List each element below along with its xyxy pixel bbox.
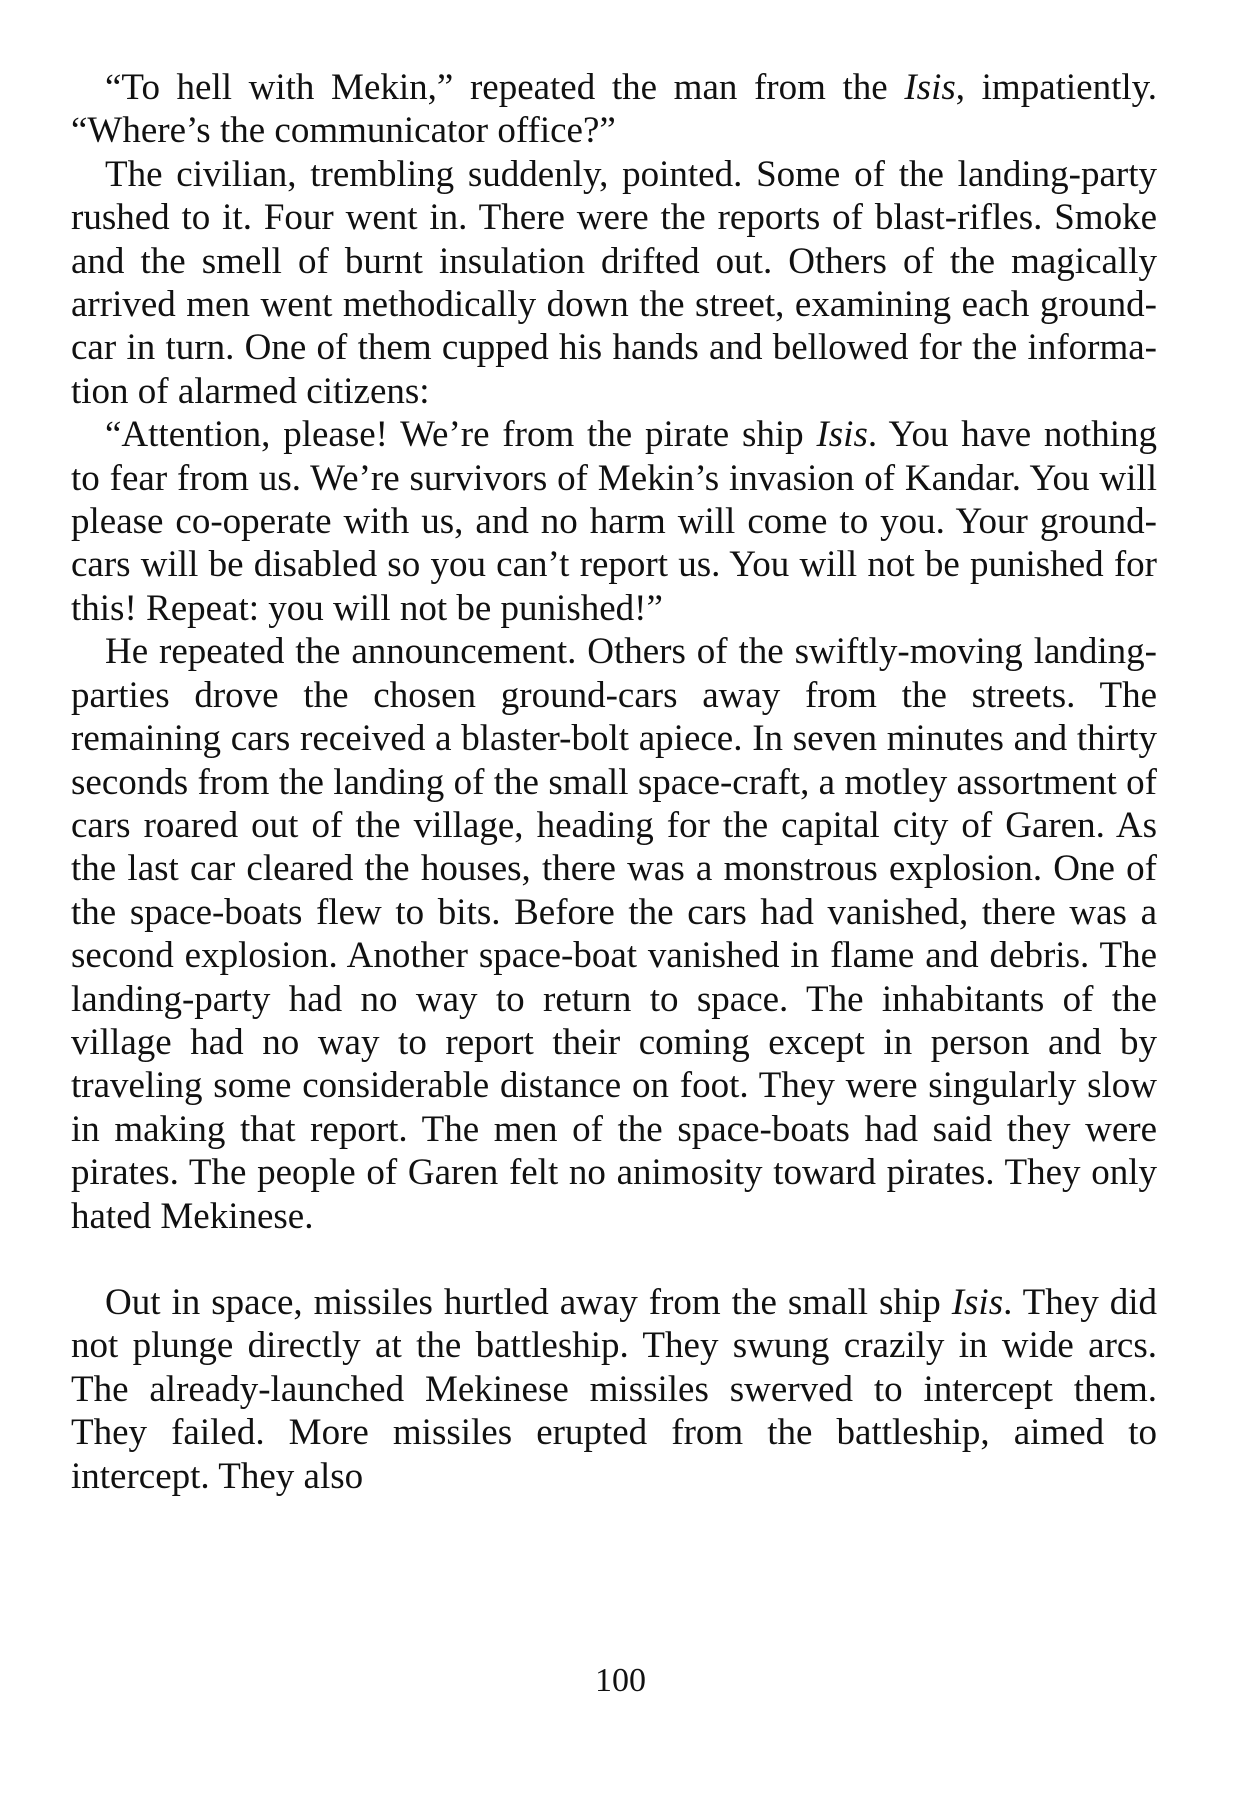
- paragraph-3: [71, 413, 1157, 630]
- page-number: 100: [595, 1662, 646, 1699]
- paragraph-1: [71, 66, 1157, 153]
- paragraph-5: [71, 1281, 1157, 1498]
- text-run: “To hell with Mekin,” repeated the man from the: [105, 67, 905, 108]
- paragraph-4: [71, 630, 1157, 1238]
- italic-ship-name: Isis: [951, 1281, 1004, 1323]
- text-run: , impatiently. “Where’s the communicator office?”: [71, 67, 1158, 152]
- body-text: [71, 66, 1157, 1498]
- italic-ship-name: Isis: [904, 67, 956, 108]
- text-run: “Attention, please! We’re from the pirate ship: [105, 414, 817, 456]
- paragraph-2: [71, 153, 1157, 413]
- text-run: He repeated the announcement. Others of the swiftly-moving landing-parties drove the chosen ground-cars away from the streets. The remaining cars received a blaster-bolt apiece. In seven minutes and thirty seconds from the landing of the small space-craft, a motley assortment of cars roared out of the village, heading for the capital city of Garen. As the last car cleared the houses, there was a monstrous explosion. One of the space-boats flew to bits. Before the cars had vanished, there was a second explosion. Another space-boat vanished in flame and debris. The landing-party had no way to return to space. The inhabitants of the village had no way to report their coming except in person and by traveling some considerable distance on foot. They were singularly slow in making that report. The men of the space-boats had said they were pirates. The people of Garen felt no animosity toward pirates. They only hated Mekinese.: [71, 631, 1157, 1237]
- italic-ship-name: Isis: [816, 414, 868, 456]
- text-run: . You have nothing to fear from us. We’re survivors of Mekin’s invasion of Kandar. You will please co-operate with us, and no harm will come to you. Your ground-cars will be disabled so you can’t report us. You will not be punished for this! Repeat: you will not be punished!”: [71, 414, 1157, 629]
- text-run: Out in space, missiles hurtled away from the small ship: [105, 1281, 952, 1323]
- text-run: The civilian, trembling suddenly, pointed. Some of the landing-party rushed to it. Four went in. There were the reports of blast-rifles. Smoke and the smell of burnt insulation drifted out. Others of the magically arrived men went methodically down the street, examining each ground-car in turn. One of them cupped his hands and bellowed for the information of alarmed citizens:: [71, 153, 1157, 412]
- text-run: . They did not plunge directly at the battleship. They swung crazily in wide arcs. The already-launched Mekinese missiles swerved to intercept them. They failed. More missiles erupted from the battleship, aimed to intercept. They also: [71, 1281, 1157, 1497]
